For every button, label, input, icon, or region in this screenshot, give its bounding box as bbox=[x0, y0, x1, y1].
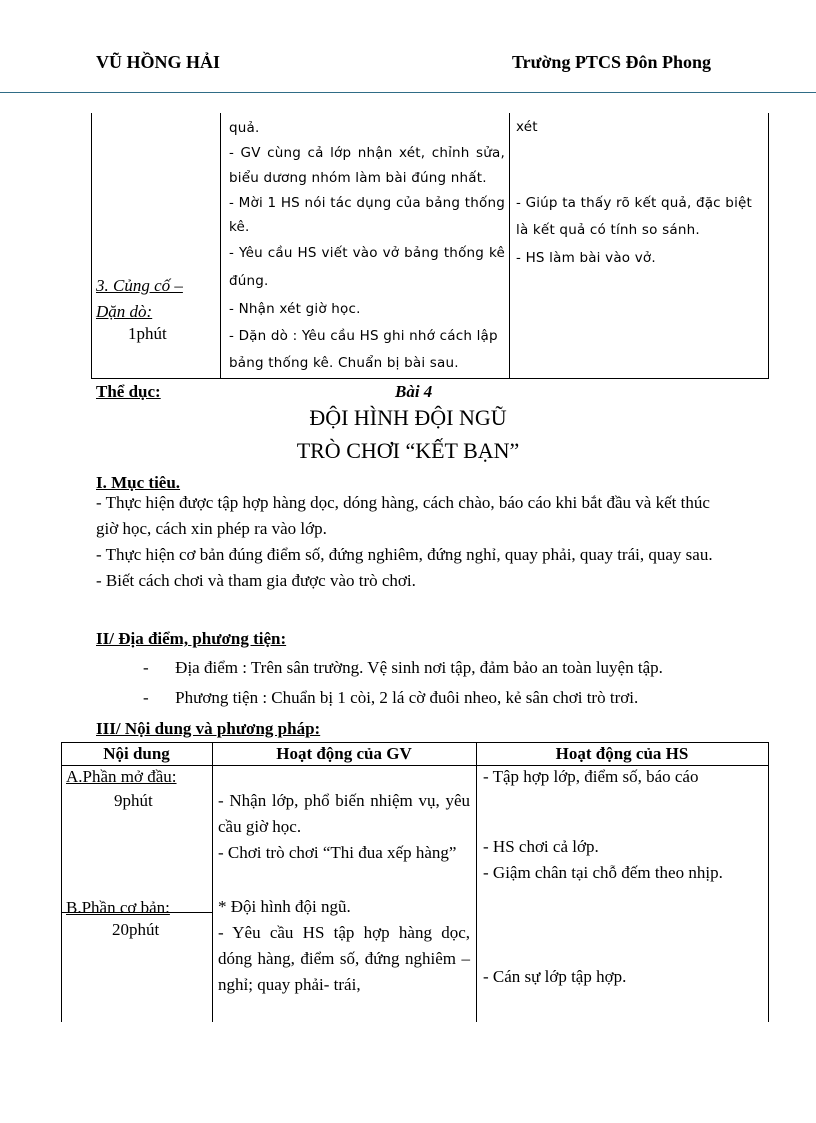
header-school: Trường PTCS Đôn Phong bbox=[512, 52, 711, 72]
list-item: * Đội hình đội ngũ. bbox=[218, 897, 351, 916]
lesson-title-2: TRÒ CHƠI “KẾT BẠN” bbox=[296, 438, 520, 463]
col-header-gv: Hoạt động của GV bbox=[276, 744, 412, 763]
list-item: - Mời 1 HS nói tác dụng của bảng thống kê. bbox=[229, 195, 505, 235]
list-item: - HS chơi cả lớp. bbox=[483, 837, 599, 856]
bullet: - bbox=[143, 688, 149, 707]
list-item: - Thực hiện được tập hợp hàng dọc, dóng hàng, cách chào, báo cáo khi bắt đầu và kết thúc giờ học, cách xin phép ra vào lớp. bbox=[96, 493, 710, 538]
list-item: - Yêu cầu HS tập hợp hàng dọc, dóng hàng, điểm số, đứng nghiêm – nghỉ; quay phải- trái, bbox=[218, 923, 470, 994]
col-header-content: Nội dung bbox=[103, 744, 170, 763]
content-gv-column bbox=[218, 788, 470, 998]
location-heading: II/ Địa điểm, phương tiện: bbox=[96, 629, 287, 648]
objectives-heading: I. Mục tiêu. bbox=[96, 473, 181, 492]
list-item: - Giúp ta thấy rõ kết quả, đặc biệt là kết quả có tính so sánh. bbox=[516, 195, 753, 238]
prev-section-label: 3. Củng cố – Dặn dò: bbox=[96, 276, 183, 321]
location-item bbox=[143, 655, 763, 681]
list-item: - Cán sự lớp tập hợp. bbox=[483, 967, 627, 986]
list-item: xét bbox=[516, 119, 538, 135]
list-item: - Thực hiện cơ bản đúng điểm số, đứng nghiêm, đứng nghỉ, quay phải, quay trái, quay sau. bbox=[96, 545, 713, 564]
list-item: quả. bbox=[229, 120, 260, 136]
list-item: - Chơi trò chơi “Thi đua xếp hàng” bbox=[218, 843, 457, 862]
prev-section-time: 1phút bbox=[128, 324, 167, 343]
content-hs-column bbox=[483, 764, 763, 990]
prev-gv-column bbox=[229, 115, 505, 377]
list-item: - Giậm chân tại chỗ đếm theo nhịp. bbox=[483, 863, 723, 882]
part1-time: 9phút bbox=[114, 791, 153, 810]
lesson-title-1: ĐỘI HÌNH ĐỘI NGŨ bbox=[309, 405, 507, 430]
list-item: - GV cùng cả lớp nhận xét, chỉnh sửa, biểu dương nhóm làm bài đúng nhất. bbox=[229, 145, 505, 186]
part1-label: A.Phần mở đầu: bbox=[66, 767, 177, 786]
equipment-text: Phương tiện : Chuẩn bị 1 còi, 2 lá cờ đuôi nheo, kẻ sân chơi trò trơi. bbox=[175, 688, 639, 707]
list-item: - Dặn dò : Yêu cầu HS ghi nhớ cách lập bảng thống kê. Chuẩn bị bài sau. bbox=[229, 328, 498, 371]
bullet: - bbox=[143, 658, 149, 677]
list-item: - Yêu cầu HS viết vào vở bảng thống kê đúng. bbox=[229, 245, 505, 289]
header-divider bbox=[0, 92, 816, 93]
subject-label: Thể dục: bbox=[96, 382, 161, 401]
prev-hs-column bbox=[516, 114, 766, 273]
list-item: - Biết cách chơi và tham gia được vào trò chơi. bbox=[96, 571, 416, 590]
equipment-item bbox=[143, 685, 763, 711]
header-author: VŨ HỒNG HẢI bbox=[96, 52, 221, 72]
list-item: - Nhận lớp, phổ biến nhiệm vụ, yêu cầu giờ học. bbox=[218, 791, 470, 836]
part2-time: 20phút bbox=[112, 920, 160, 939]
list-item: - HS làm bài vào vở. bbox=[516, 250, 656, 266]
col-header-hs: Hoạt động của HS bbox=[555, 744, 689, 763]
list-item: - Tập hợp lớp, điểm số, báo cáo bbox=[483, 767, 699, 786]
lesson-number: Bài 4 bbox=[395, 382, 433, 401]
part2-label: B.Phần cơ bản: bbox=[66, 898, 170, 917]
objectives-list bbox=[96, 490, 728, 594]
location-text: Địa điểm : Trên sân trường. Vệ sinh nơi tập, đảm bảo an toàn luyện tập. bbox=[175, 658, 663, 677]
list-item: - Nhận xét giờ học. bbox=[229, 301, 361, 317]
content-heading: III/ Nội dung và phương pháp: bbox=[96, 719, 321, 738]
